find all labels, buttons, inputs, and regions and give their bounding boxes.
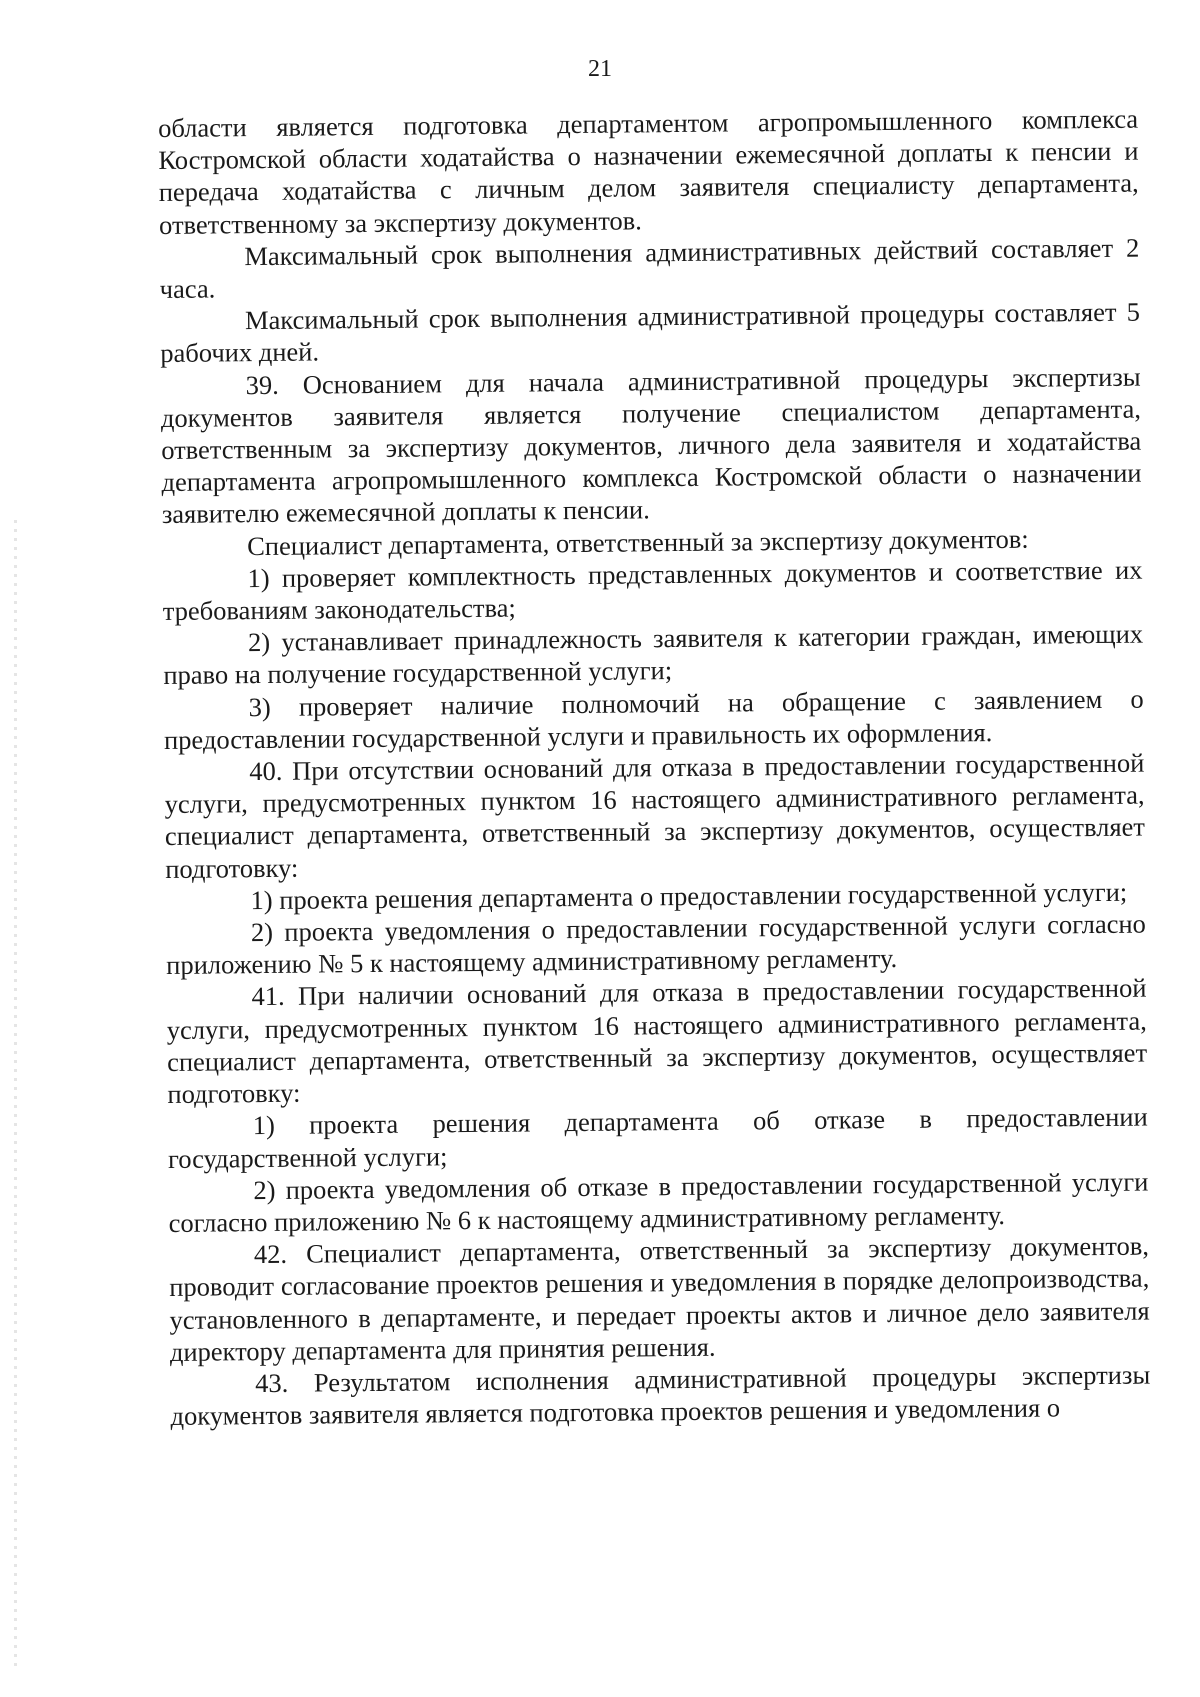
list-item-40-1: 1) проекта решения департамента о предоставлении государственной услуги; — [250, 876, 1128, 916]
scan-edge-artifact — [14, 520, 17, 1670]
list-item-41-1: 1) проекта решения департамента об отказе в предоставлении государственной услуги; — [167, 1101, 1148, 1174]
paragraph-max-time-actions: Максимальный срок выполнения административных действий составляет 2 часа. — [159, 232, 1140, 305]
list-item-2: 2) устанавливает принадлежность заявителя к категории граждан, имеющих право на получение государственной услуги; — [163, 618, 1144, 691]
list-item-41-2: 2) проекта уведомления об отказе в предоставлении государственной услуги согласно приложению № 6 к настоящему административному регламенту. — [168, 1166, 1149, 1238]
document-body — [158, 103, 1151, 1433]
paragraph-42: 42. Специалист департамента, ответственный за экспертизу документов, проводит согласование проектов решения и уведомления в порядке делопроизводства, установленного в департаменте, и передает проекты актов и личное дело заявителя директору департамента для принятия решения. — [169, 1230, 1150, 1367]
paragraph-41: 41. При наличии оснований для отказа в предоставлении государственной услуги, предусмотренных пунктом 16 настоящего административного регламента, специалист департамента, ответственный за экспертизу документов, осуществляет подготовку: — [166, 973, 1148, 1110]
list-item-3: 3) проверяет наличие полномочий на обращение с заявлением о предоставлении государственной услуги и правильность их оформления. — [163, 683, 1144, 755]
paragraph-39: 39. Основанием для начала административной процедуры экспертизы документов заявителя является получение специалистом департамента, ответственным за экспертизу документов, личного дела заявителя и ходатайства департамента агропромышленного комплекса Костромской области о назначении заявителю ежемесячной доплаты к пенсии. — [160, 361, 1142, 530]
paragraph-43: 43. Результатом исполнения административной процедуры экспертизы документов заявителя является подготовка проектов решения и уведомления о — [170, 1359, 1151, 1432]
paragraph-40: 40. При отсутствии оснований для отказа в предоставлении государственной услуги, предусмотренных пунктом 16 настоящего административного регламента, специалист департамента, ответственный за экспертизу документов, осуществляет подготовку: — [164, 747, 1146, 884]
paragraph-specialist: Специалист департамента, ответственный за экспертизу документов: — [247, 523, 1029, 561]
page-number: 21 — [588, 56, 612, 82]
list-item-1: 1) проверяет комплектность представленных документов и соответствие их требованиям законодательства; — [162, 554, 1143, 627]
list-item-40-2: 2) проекта уведомления о предоставлении государственной услуги согласно приложению № 5 к настоящему административному регламенту. — [166, 908, 1146, 981]
paragraph-max-time-procedure: Максимальный срок выполнения административной процедуры составляет 5 рабочих дней. — [160, 296, 1141, 369]
paragraph-continuation: области является подготовка департаментом агропромышленного комплекса Костромской области ходатайства о назначении ежемесячной доплаты к пенсии и передача ходатайства с личным делом заявителя специалисту департамента, ответственному за экспертизу документов. — [158, 103, 1139, 240]
